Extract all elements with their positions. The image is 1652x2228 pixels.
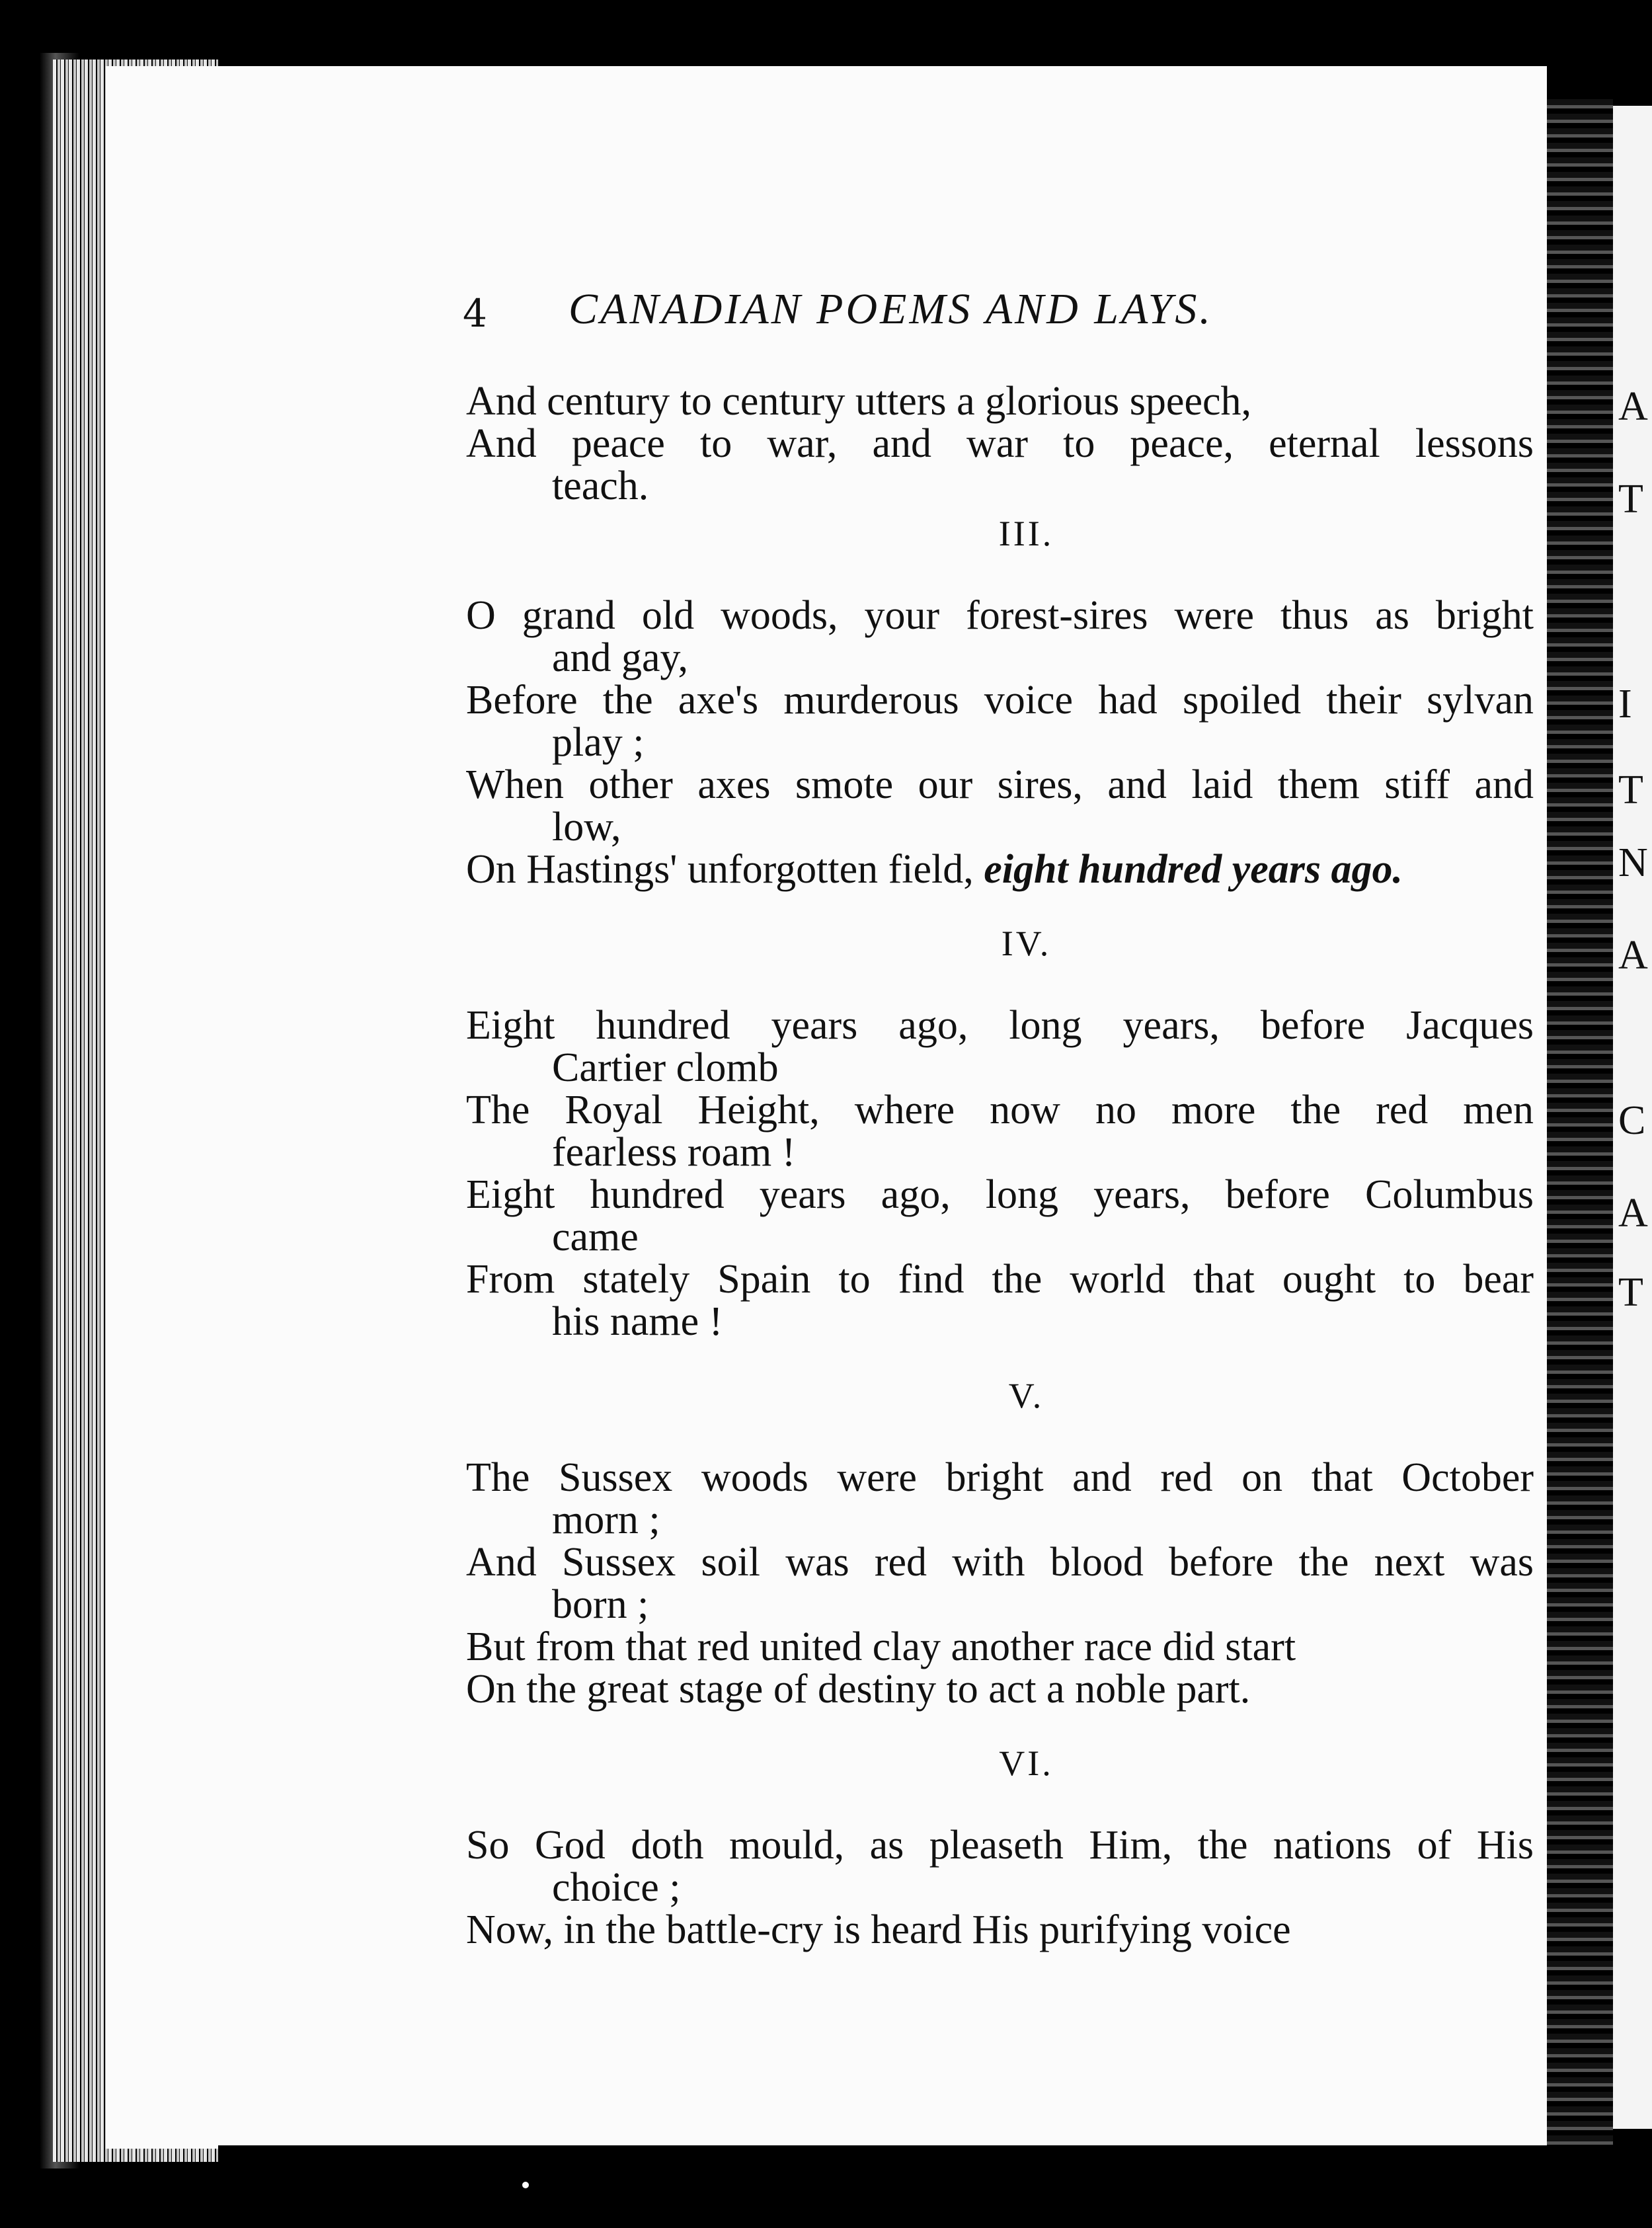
poem-line-continuation (466, 1300, 1534, 1343)
scan-speck (522, 2182, 529, 2188)
poem-line-text: fearless roam ! (552, 1130, 796, 1175)
poem-line-text: play ; (552, 720, 645, 765)
poem-line-continuation (466, 806, 1534, 848)
section-numeral: VI. (999, 1743, 1054, 1783)
poem-line (466, 1626, 1534, 1668)
poem-line-text: came (552, 1214, 639, 1259)
poem-line-continuation (466, 1499, 1534, 1541)
poem-line (466, 1541, 1534, 1583)
poem-line (466, 848, 1534, 891)
next-page-letter-fragment: T (1618, 768, 1643, 813)
poem-line (466, 1824, 1534, 1866)
poem-line-text: born ; (552, 1582, 649, 1627)
poem-line (466, 679, 1534, 721)
page-gutter-right (1547, 99, 1613, 2149)
poem-line (466, 1174, 1534, 1216)
poem-line (466, 1456, 1534, 1499)
poem-line-text: The Royal Height, where now no more the red men (466, 1088, 1534, 1133)
poem-line (466, 422, 1534, 465)
poem-line-text: morn ; (552, 1497, 660, 1542)
poem-line-text: And century to century utters a glorious speech, (466, 379, 1251, 424)
poem-line-text: low, (552, 805, 621, 850)
poem-line-text: From stately Spain to find the world that ought to bear (466, 1257, 1534, 1302)
page-bottom-edge (218, 2145, 1560, 2153)
poem-line-continuation (466, 1131, 1534, 1174)
poem-line (466, 1004, 1534, 1047)
section-numeral: III. (998, 514, 1054, 553)
next-page-letter-fragment: N (1618, 840, 1648, 885)
next-page-letter-fragment: I (1618, 682, 1632, 727)
poem-line-text: Now, in the battle-cry is heard His purifying voice (466, 1907, 1291, 1952)
poem-line (466, 1089, 1534, 1131)
running-title: CANADIAN POEMS AND LAYS. (569, 285, 1213, 333)
next-page-edge (1613, 106, 1652, 2129)
page-number: 4 (463, 291, 487, 336)
poem-line (466, 594, 1534, 637)
poem-line-continuation (466, 637, 1534, 679)
next-page-letter-fragment: C (1618, 1098, 1646, 1143)
poem-line-text: And Sussex soil was red with blood before the next was (466, 1540, 1534, 1585)
poem-line-text: Cartier clomb (552, 1045, 779, 1090)
poem-line-text: teach. (552, 463, 649, 508)
poem-line (466, 1668, 1534, 1710)
poem-line-text: On the great stage of destiny to act a noble part. (466, 1667, 1251, 1712)
poem-line-text: choice ; (552, 1865, 681, 1910)
next-page-letter-fragment: A (1618, 933, 1648, 978)
next-page-letter-fragment: T (1618, 477, 1643, 522)
next-page-letter-fragment: A (1618, 384, 1648, 429)
poem-line-continuation (466, 721, 1534, 764)
poem-line-text: When other axes smote our sires, and laid them stiff and (466, 762, 1534, 807)
poem-line-text: Eight hundred years ago, long years, before Jacques (466, 1003, 1534, 1048)
poem-line-text: Eight hundred years ago, long years, before Columbus (466, 1172, 1534, 1217)
poem-line-text: O grand old woods, your forest-sires were thus as bright (466, 593, 1534, 638)
poem-body (466, 380, 1534, 1977)
poem-line-text: But from that red united clay another race did start (466, 1624, 1296, 1669)
poem-line (466, 764, 1534, 806)
poem-line-continuation (466, 1583, 1534, 1626)
poem-line-text: And peace to war, and war to peace, eternal lessons (466, 421, 1534, 466)
section-numeral: V. (1008, 1376, 1044, 1415)
poem-line-emphasis: eight hundred years ago. (984, 847, 1403, 892)
next-page-letter-fragment: A (1618, 1191, 1648, 1236)
poem-line (466, 380, 1534, 422)
next-page-letter-fragment: T (1618, 1270, 1643, 1315)
section-numeral: IV. (1001, 924, 1052, 963)
poem-line-continuation (466, 1216, 1534, 1258)
poem-line (466, 1258, 1534, 1300)
poem-line-continuation (466, 1047, 1534, 1089)
poem-line-continuation (466, 465, 1534, 507)
poem-line-text: On Hastings' unforgotten field, (466, 847, 984, 892)
poem-line-continuation (466, 1866, 1534, 1909)
poem-line-text: Before the axe's murderous voice had spoiled their sylvan (466, 678, 1534, 723)
poem-line-text: and gay, (552, 635, 689, 680)
poem-line-text: So God doth mould, as pleaseth Him, the nations of His (466, 1823, 1534, 1868)
poem-line-text: The Sussex woods were bright and red on that October (466, 1455, 1534, 1500)
poem-line (466, 1909, 1534, 1951)
poem-line-text: his name ! (552, 1299, 723, 1344)
